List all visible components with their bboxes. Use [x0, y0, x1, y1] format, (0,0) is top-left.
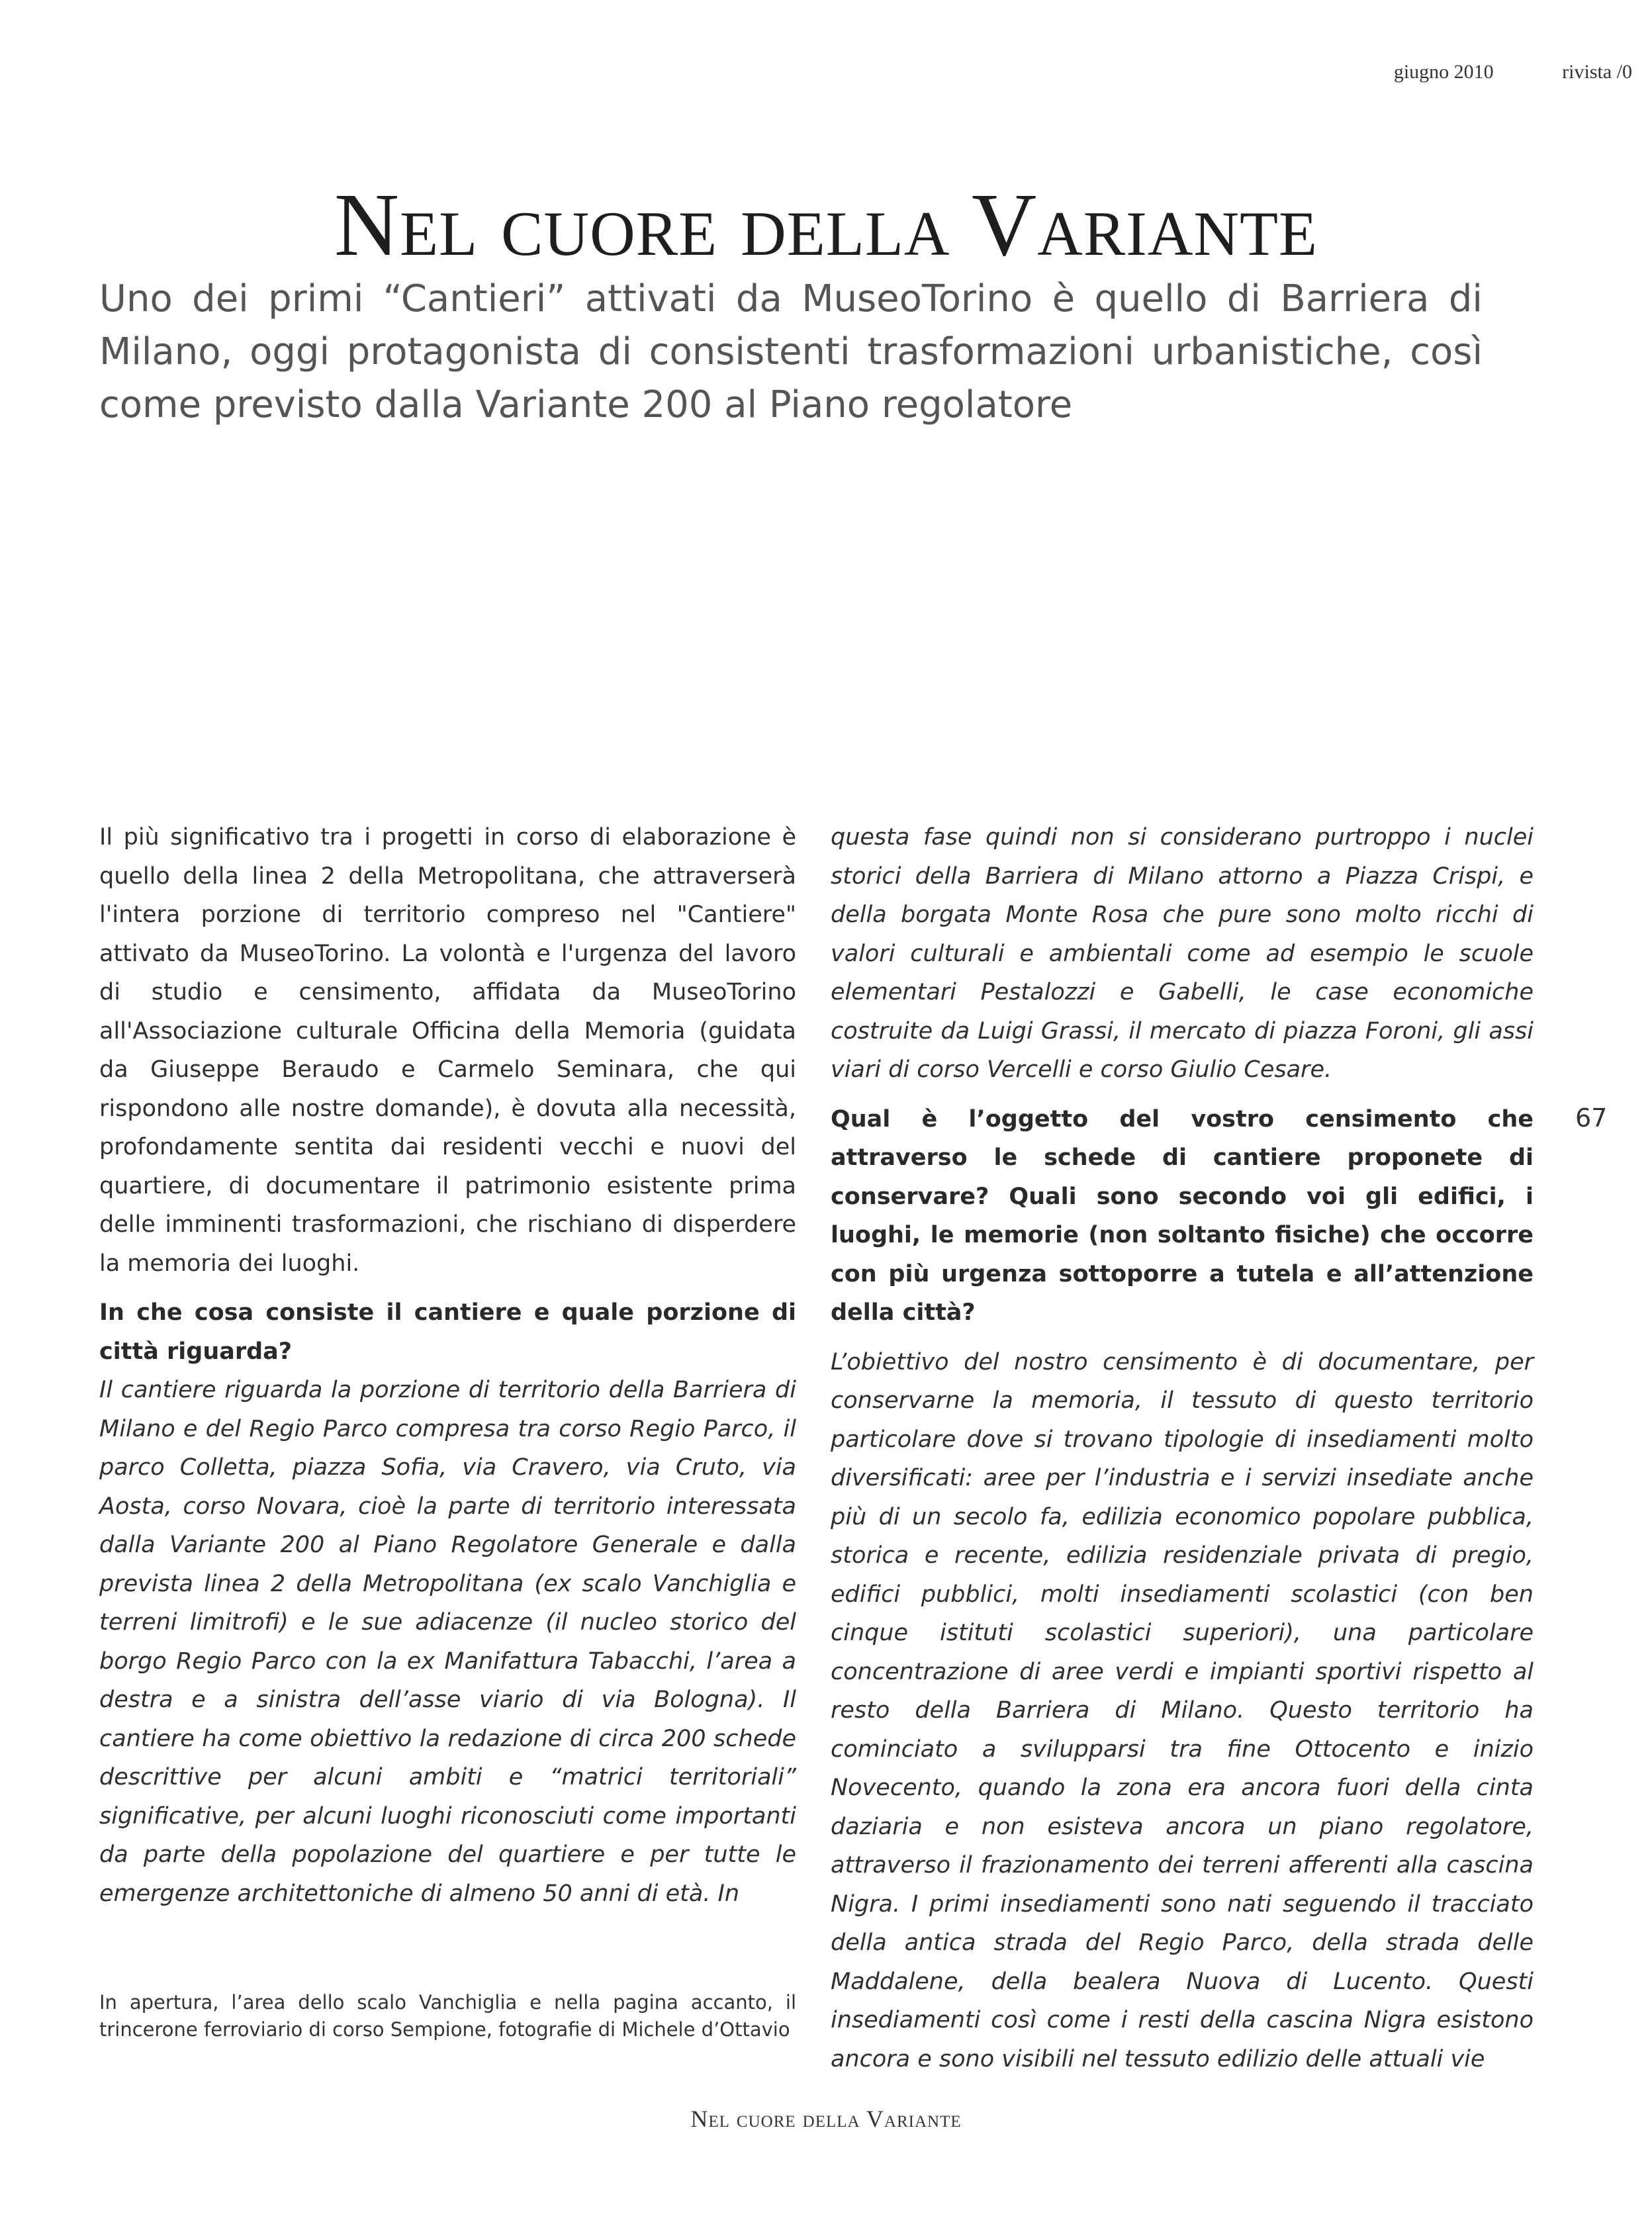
header-meta — [1330, 61, 1632, 83]
right-column — [831, 818, 1534, 2078]
left-column — [99, 818, 796, 1913]
question-1: In che cosa consiste il cantiere e quale porzione di città riguarda? — [99, 1299, 796, 1365]
magazine-name: rivista /0 — [1562, 61, 1632, 83]
running-footer: Nel cuore della Variante — [690, 2106, 962, 2132]
answer-2: L’obiettivo del nostro censimento è di documentare, per conservarne la memoria, il tessuto di questo territorio particolare dove si trovano tipologie di insediamenti molto diversificati: aree per l’industria e i servizi insediate anche più di un secolo fa, edilizia economico popolare pubblica, storica e recente, edilizia residenziale privata di pregio, edifici pubblici, molti insediamenti scolastici (con ben cinque istituti scolastici superiori), una particolare concentrazione di aree verdi e impianti sportivi rispetto al resto della Barriera di Milano. Questo territorio ha cominciato a svilupparsi tra fine Ottocento e inizio Novecento, quando la zona era ancora fuori della cinta daziaria e non esisteva ancora un piano regolatore, attraverso il frazionamento dei terreni afferenti alla cascina Nigra. I primi insediamenti sono nati seguendo il tracciato della antica strada del Regio Parco, della strada delle Maddalene, della bealera Nuova di Lucento. Questi insediamenti così come i resti della cascina Nigra esistono ancora e sono visibili nel tessuto edilizio delle attuali vie — [831, 1348, 1534, 2072]
question-2: Qual è l’oggetto del vostro censimento che attraverso le schede di cantiere proponete di conservare? Quali sono secondo voi gli edifici, i luoghi, le memorie (non soltanto fisiche) che occorre con più urgenza sottoporre a tutela e all’attenzione della città? — [831, 1105, 1534, 1326]
photo-caption: In apertura, l’area dello scalo Vanchiglia e nella pagina accanto, il trincerone ferroviario di corso Sempione, fotografie di Michele d’Ottavio — [99, 1991, 796, 2041]
article-title: Nel cuore della Variante — [334, 175, 1318, 275]
answer-1-part-2: questa fase quindi non si considerano purtroppo i nuclei storici della Barriera di Milano attorno a Piazza Crispi, e della borgata Monte Rosa che pure sono molto ricchi di valori culturali e ambientali come ad esempio le scuole elementari Pestalozzi e Gabelli, le case economiche costruite da Luigi Grassi, il mercato di piazza Foroni, gli assi viari di corso Vercelli e corso Giulio Cesare. — [831, 824, 1534, 1083]
answer-1-part-1: Il cantiere riguarda la porzione di territorio della Barriera di Milano e del Regio Parco compresa tra corso Regio Parco, il parco Colletta, piazza Sofia, via Cravero, via Cruto, via Aosta, corso Novara, cioè la parte di territorio interessata dalla Variante 200 al Piano Regolatore Generale e dalla prevista linea 2 della Metropolitana (ex scalo Vanchiglia e terreni limitrofi) e le sue adiacenze (il nucleo storico del borgo Regio Parco con la ex Manifattura Tabacchi, l’area a destra e a sinistra dell’asse viario di via Bologna). Il cantiere ha come obiettivo la redazione di circa 200 schede descrittive per alcuni ambiti e “matrici territoriali” significative, per alcuni luoghi riconosciuti come importanti da parte della popolazione del quartiere e per tutte le emergenze architettoniche di almeno 50 anni di età. In — [99, 1377, 796, 1907]
page-number: 67 — [1575, 1103, 1608, 1133]
intro-paragraph: Il più significativo tra i progetti in corso di elaborazione è quello della linea 2 della Metropolitana, che attraverserà l'intera porzione di territorio compreso nel "Cantiere" attivato da MuseoTorino. La volontà e l'urgenza del lavoro di studio e censimento, affidata da MuseoTorino all'Associazione culturale Officina della Memoria (guidata da Giuseppe Beraudo e Carmelo Seminara, che qui rispondono alle nostre domande), è dovuta alla necessità, profondamente sentita dai residenti vecchi e nuovi del quartiere, di documentare il patrimonio esistente prima delle imminenti trasformazioni, che rischiano di disperdere la memoria dei luoghi. — [99, 824, 796, 1277]
issue-date: giugno 2010 — [1393, 61, 1494, 83]
article-subtitle: Uno dei primi “Cantieri” attivati da MuseoTorino è quello di Barriera di Milano, oggi protagonista di consistenti trasformazioni urbanistiche, così come previsto dalla Variante 200 al Piano regolatore — [99, 277, 1483, 426]
